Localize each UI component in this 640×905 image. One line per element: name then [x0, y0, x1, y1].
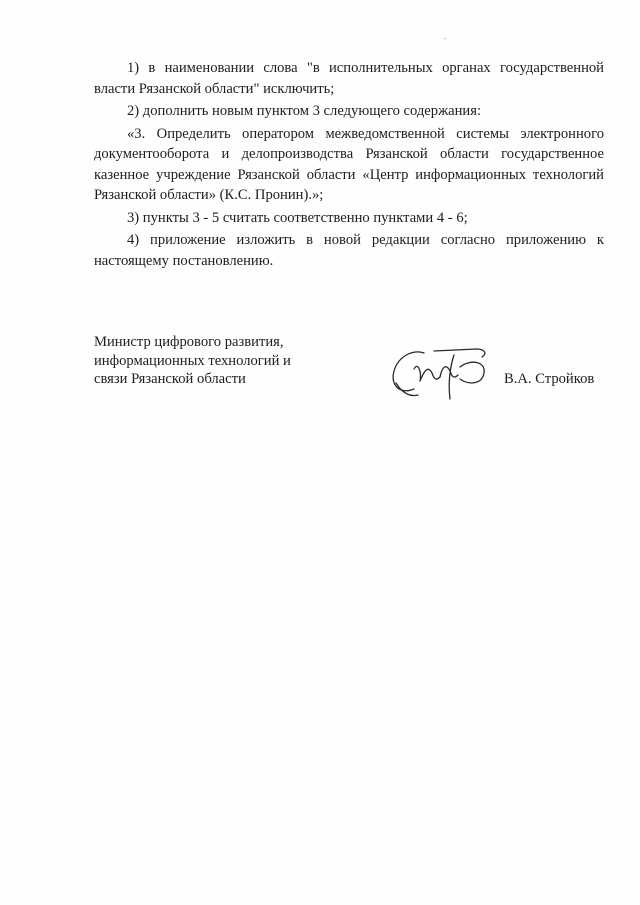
signatory-title-line-3: связи Рязанской области	[94, 371, 246, 387]
paragraph-item-5: 4) приложение изложить в новой редакции согласно приложению к настоящему постановлению.	[94, 232, 604, 269]
paragraph-item-1: 1) в наименовании слова "в исполнительных органах государственной власти Рязанской области" исключить;	[94, 60, 604, 97]
signature-block	[94, 333, 614, 403]
signatory-title-line-2: информационных технологий и	[94, 352, 291, 369]
paragraph-item-2: 2) дополнить новым пунктом 3 следующего содержания:	[127, 103, 482, 119]
paragraph-item-4: 3) пункты 3 - 5 считать соответственно пунктами 4 - 6;	[127, 209, 468, 226]
document-body	[94, 58, 604, 273]
signatory-title-line-1: Министр цифрового развития,	[94, 334, 284, 350]
scan-speck	[444, 38, 446, 39]
paragraph-item-3-quote: «3. Определить оператором межведомственной системы электронного документооборота и делопроизводства Рязанской области государственное казенное учреждение Рязанской области «Центр информационных технологий Рязанской области» (К.С. Пронин).»;	[94, 125, 604, 203]
handwritten-signature-icon	[384, 343, 499, 403]
signatory-name: В.А. Стройков	[504, 371, 595, 387]
signatory-title	[94, 333, 334, 389]
